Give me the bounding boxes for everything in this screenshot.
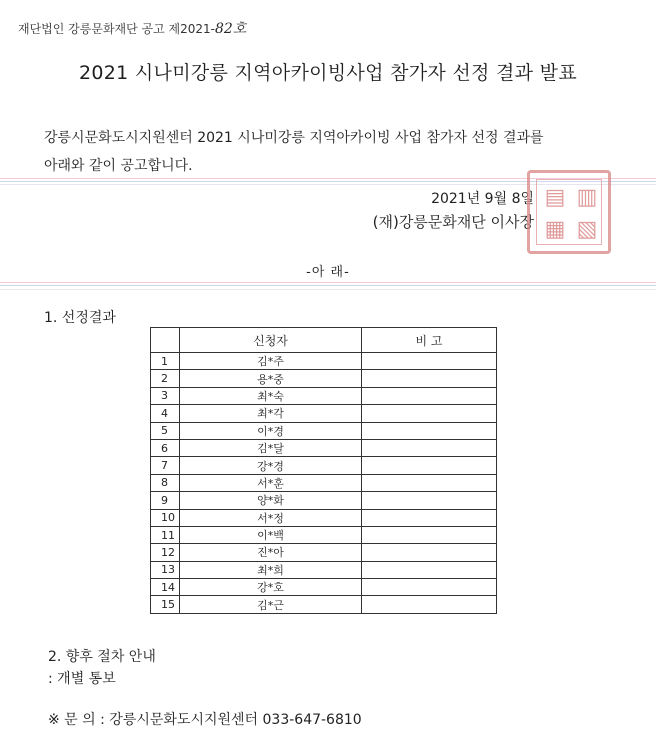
row-number-cell: 5 bbox=[151, 422, 180, 439]
row-number-cell: 4 bbox=[151, 405, 180, 422]
note-cell bbox=[362, 387, 497, 404]
col-header-number bbox=[151, 328, 180, 353]
note-cell bbox=[362, 370, 497, 387]
row-number-cell: 1 bbox=[151, 353, 180, 370]
row-number-cell: 13 bbox=[151, 561, 180, 578]
applicant-name-cell: 최*숙 bbox=[180, 387, 362, 404]
applicant-name-cell: 강*호 bbox=[180, 579, 362, 596]
selection-result-table bbox=[150, 327, 497, 614]
section1-heading: 1. 선정결과 bbox=[44, 310, 116, 326]
table-row bbox=[151, 561, 497, 578]
note-cell bbox=[362, 457, 497, 474]
intro-paragraph bbox=[44, 124, 544, 180]
notice-reference bbox=[18, 18, 246, 38]
document-title: 2021 시나미강릉 지역아카이빙사업 참가자 선정 결과 발표 bbox=[79, 62, 577, 84]
table-row bbox=[151, 544, 497, 561]
table-row bbox=[151, 579, 497, 596]
note-cell bbox=[362, 474, 497, 491]
row-number-cell: 10 bbox=[151, 509, 180, 526]
note-cell bbox=[362, 492, 497, 509]
notice-number-handwritten: 82호 bbox=[215, 21, 247, 37]
applicant-name-cell: 이*경 bbox=[180, 422, 362, 439]
intro-line-2: 아래와 같이 공고합니다. bbox=[44, 158, 193, 174]
applicant-name-cell: 강*경 bbox=[180, 457, 362, 474]
applicant-name-cell: 용*중 bbox=[180, 370, 362, 387]
table-row bbox=[151, 387, 497, 404]
table-row bbox=[151, 509, 497, 526]
seal-glyph: ▥ bbox=[576, 185, 598, 210]
note-cell bbox=[362, 353, 497, 370]
seal-glyph: ▦ bbox=[544, 217, 566, 242]
official-seal-stamp bbox=[527, 170, 611, 254]
section2-body: : 개별 통보 bbox=[48, 671, 116, 687]
table-row bbox=[151, 474, 497, 491]
note-cell bbox=[362, 526, 497, 543]
table-row bbox=[151, 457, 497, 474]
notice-reference-prefix: 재단법인 강릉문화재단 공고 제2021- bbox=[18, 22, 216, 36]
table-row bbox=[151, 526, 497, 543]
scan-line bbox=[0, 289, 656, 290]
applicant-name-cell: 서*훈 bbox=[180, 474, 362, 491]
row-number-cell: 3 bbox=[151, 387, 180, 404]
table-row bbox=[151, 422, 497, 439]
issuer-name: (재)강릉문화재단 이사장 bbox=[372, 213, 534, 231]
note-cell bbox=[362, 509, 497, 526]
row-number-cell: 2 bbox=[151, 370, 180, 387]
note-cell bbox=[362, 405, 497, 422]
seal-glyph: ▤ bbox=[544, 185, 566, 210]
applicant-name-cell: 김*주 bbox=[180, 353, 362, 370]
row-number-cell: 14 bbox=[151, 579, 180, 596]
note-cell bbox=[362, 439, 497, 456]
notice-date: 2021년 9월 8일 bbox=[431, 191, 534, 207]
row-number-cell: 7 bbox=[151, 457, 180, 474]
col-header-note: 비 고 bbox=[362, 328, 497, 353]
intro-line-1: 강릉시문화도시지원센터 2021 시나미강릉 지역아카이빙 사업 참가자 선정 결과를 bbox=[44, 130, 544, 146]
applicant-name-cell: 양*화 bbox=[180, 492, 362, 509]
table-row bbox=[151, 405, 497, 422]
scan-line bbox=[0, 285, 656, 286]
note-cell bbox=[362, 579, 497, 596]
applicant-name-cell: 김*근 bbox=[180, 596, 362, 613]
table-row bbox=[151, 492, 497, 509]
note-cell bbox=[362, 544, 497, 561]
applicant-name-cell: 최*희 bbox=[180, 561, 362, 578]
note-cell bbox=[362, 422, 497, 439]
row-number-cell: 6 bbox=[151, 439, 180, 456]
scan-line bbox=[0, 282, 656, 283]
applicant-name-cell: 진*아 bbox=[180, 544, 362, 561]
section2-heading: 2. 향후 절차 안내 bbox=[48, 649, 156, 665]
table-row bbox=[151, 439, 497, 456]
applicant-name-cell: 서*정 bbox=[180, 509, 362, 526]
contact-info: ※ 문 의 : 강릉시문화도시지원센터 033-647-6810 bbox=[48, 712, 362, 728]
row-number-cell: 15 bbox=[151, 596, 180, 613]
col-header-applicant: 신청자 bbox=[180, 328, 362, 353]
row-number-cell: 12 bbox=[151, 544, 180, 561]
row-number-cell: 9 bbox=[151, 492, 180, 509]
note-cell bbox=[362, 596, 497, 613]
row-number-cell: 11 bbox=[151, 526, 180, 543]
table-row bbox=[151, 370, 497, 387]
note-cell bbox=[362, 561, 497, 578]
row-number-cell: 8 bbox=[151, 474, 180, 491]
applicant-name-cell: 최*각 bbox=[180, 405, 362, 422]
applicant-name-cell: 이*백 bbox=[180, 526, 362, 543]
applicant-name-cell: 김*달 bbox=[180, 439, 362, 456]
section-divider: -아 래- bbox=[306, 265, 350, 280]
table-header-row bbox=[151, 328, 497, 353]
table-row bbox=[151, 353, 497, 370]
seal-glyph: ▧ bbox=[576, 217, 598, 242]
table-row bbox=[151, 596, 497, 613]
